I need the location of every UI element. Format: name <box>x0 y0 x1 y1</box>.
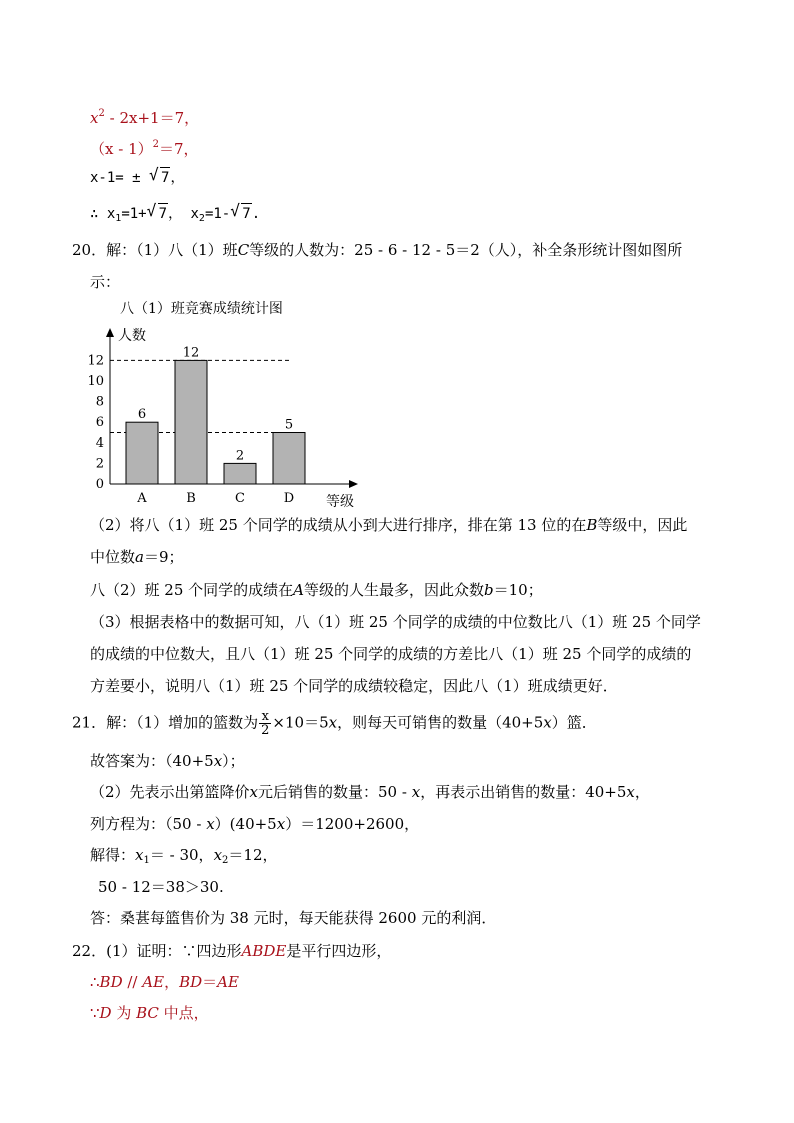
q21-line-3 <box>90 782 650 802</box>
q21-var: x <box>135 846 144 864</box>
y-tick-label: 0 <box>95 477 104 492</box>
q21-answer: 答：桑葚每篮售价为 38 元时，每天能获得 2600 元的利润． <box>90 909 497 927</box>
p2-var: b <box>484 581 494 599</box>
eq-text: （x - 1） <box>90 140 153 158</box>
q21-line-5 <box>90 845 278 871</box>
eq-text: x-1= ± <box>90 170 141 186</box>
q22-text: 中点， <box>158 1004 209 1022</box>
eq-text: ， <box>170 170 185 186</box>
eq-exponent: 2 <box>152 139 159 150</box>
eq-text: =1+ <box>121 206 147 222</box>
data-label: 12 <box>182 345 200 361</box>
eq-text: . <box>251 206 261 222</box>
q20-var: C <box>237 241 250 259</box>
p2-var: a <box>135 548 144 566</box>
eq-line-2 <box>90 135 199 159</box>
data-label: 2 <box>235 448 245 464</box>
q21-text: 列方程为：（50 - <box>90 815 207 833</box>
bar <box>224 463 256 484</box>
y-tick-label: 8 <box>95 394 104 410</box>
x-axis-arrow <box>349 480 358 488</box>
fraction-denominator: 2 <box>261 723 270 738</box>
p2-text: ＝10； <box>493 581 543 599</box>
q21-text: ）； <box>222 752 245 770</box>
q20-text: 示： <box>90 273 121 291</box>
q21-line-4 <box>90 814 419 834</box>
q22-text: 22．(1）证明：∵四边形 <box>72 942 242 960</box>
p2-text: 中位数 <box>90 548 136 566</box>
sqrt-symbol: √ 7 <box>149 165 170 186</box>
q22-text: ， <box>164 973 180 991</box>
q21-text: ，则每天可销售的数量（40+5 <box>337 713 544 732</box>
q21-var: x <box>206 815 215 833</box>
sqrt-symbol: √ 7 <box>230 201 251 222</box>
q21-text: （2）先表示出第篮降价 <box>90 783 250 801</box>
q21-line-1 <box>72 710 597 737</box>
q22-line-3 <box>90 1003 209 1023</box>
q21-var: x <box>328 713 338 732</box>
q21-subscript: 1 <box>143 855 150 866</box>
eq-var: x <box>90 109 99 127</box>
x-tick-label: C <box>235 491 245 506</box>
y-tick-label: 4 <box>95 435 104 451</box>
p3-line-1: （3）根据表格中的数据可知，八（1）班 25 个同学的成绩的中位数比八（1）班 25 个同学 <box>90 613 701 631</box>
q21-text: 故答案为：（40+5 <box>90 752 214 770</box>
radicand: 7 <box>158 203 168 224</box>
q21-text: ）(40+5 <box>214 815 277 833</box>
y-tick-label: 2 <box>95 456 104 472</box>
eq-subscript: 1 <box>115 213 122 224</box>
p2-text: 八（2）班 25 个同学的成绩在 <box>90 581 294 599</box>
y-tick-label: 12 <box>87 353 104 369</box>
q20-text: 20．解：（1）八（1）班 <box>72 241 238 259</box>
q22-var: BD <box>179 973 203 991</box>
q22-text: ∴ <box>90 973 100 991</box>
eq-line-3 <box>90 167 184 188</box>
bar <box>126 422 158 484</box>
y-axis-label: 人数 <box>118 328 146 344</box>
q21-text: 21．解：（1）增加的篮数为 <box>72 713 259 732</box>
p2-text: （2）将八（1）班 25 个同学的成绩从小到大进行排序，排在第 13 位的在 <box>90 516 587 534</box>
eq-exponent: 2 <box>98 108 105 119</box>
eq-text: ， x <box>168 206 199 222</box>
x-axis-label: 等级 <box>326 494 354 510</box>
eq-line-4 <box>90 203 260 229</box>
x-tick-label: A <box>137 491 147 506</box>
q21-subscript: 2 <box>222 855 229 866</box>
p2-line-1 <box>90 515 687 535</box>
q20-line-1 <box>72 240 682 260</box>
p3-line-3: 方差要小，说明八（1）班 25 个同学的成绩较稳定，因此八（1）班成绩更好． <box>90 677 618 695</box>
radicand: 7 <box>160 167 170 188</box>
eq-line-1 <box>90 104 199 128</box>
p3-line-2: 的成绩的中位数大，且八（1）班 25 个同学的成绩的方差比八（1）班 25 个同学的成绩的 <box>90 645 692 663</box>
q22-text: // <box>122 973 143 991</box>
q22-var: BD <box>99 973 123 991</box>
q21-text: 元后销售的数量：50 - <box>258 783 412 801</box>
y-axis-arrow <box>106 328 114 337</box>
radicand: 7 <box>241 203 251 224</box>
sqrt-symbol: √ 7 <box>146 201 168 222</box>
fraction <box>259 710 271 737</box>
p2-var: B <box>586 516 598 534</box>
q22-var: ABDE <box>241 942 287 960</box>
data-label: 5 <box>284 417 294 433</box>
q22-var: BC <box>136 1004 159 1022</box>
q21-text: ， <box>634 783 650 801</box>
p2-text: 等级的人生最多，因此众数 <box>304 581 485 599</box>
x-tick-label: B <box>186 491 196 506</box>
chart-title: 八（1）班竞赛成绩统计图 <box>120 301 283 317</box>
q22-text: ＝ <box>202 973 218 991</box>
q20-line-2 <box>90 272 120 292</box>
p2-var: A <box>293 581 305 599</box>
q21-text: 解得： <box>90 846 136 864</box>
q22-text: ∵ <box>90 1004 100 1022</box>
p2-text: ＝9； <box>143 548 184 566</box>
y-tick-label: 10 <box>87 374 104 389</box>
eq-subscript: 2 <box>198 213 205 224</box>
q21-var: x <box>411 783 421 801</box>
q22-text: 是平行四边形， <box>286 942 392 960</box>
p2-line-3 <box>90 580 543 600</box>
q20-text: 等级的人数为：25 - 6 - 12 - 5＝2（人），补全条形统计图如图所 <box>249 241 683 259</box>
p2-text: 等级中，因此 <box>597 516 688 534</box>
q21-text: ）＝1200+2600， <box>285 815 420 833</box>
data-label: 6 <box>137 407 147 423</box>
q21-line-6: 50 - 12＝38＞30. <box>98 878 224 896</box>
q22-var: AE <box>217 973 239 991</box>
q21-var: x <box>213 846 223 864</box>
q22-line-1 <box>72 941 391 961</box>
q21-text: ，再表示出销售的数量：40+5 <box>420 783 627 801</box>
bar <box>273 433 305 485</box>
q21-var: x <box>213 752 223 770</box>
q21-text: ＝12， <box>228 846 278 864</box>
q22-var: D <box>99 1004 112 1022</box>
q22-var: AE <box>142 973 165 991</box>
p2-line-2 <box>90 547 184 567</box>
x-tick-label: D <box>283 491 295 506</box>
y-tick-label: 6 <box>95 415 104 431</box>
eq-text: ＝7， <box>158 140 199 158</box>
bar <box>175 360 207 484</box>
q22-line-2 <box>90 972 239 992</box>
q21-text: ×10＝5 <box>272 713 329 732</box>
q22-text: 为 <box>111 1004 137 1022</box>
fraction-numerator: x <box>259 710 271 724</box>
q21-var: x <box>543 713 552 732</box>
eq-text: - 2x+1＝7， <box>104 109 200 127</box>
q21-var: x <box>276 815 286 833</box>
eq-text: =1- <box>204 206 231 222</box>
q21-var: x <box>249 783 259 801</box>
q21-text: ）篮． <box>551 713 597 732</box>
q21-line-2 <box>90 751 245 771</box>
eq-text: ∴ x <box>90 206 116 222</box>
bar-chart <box>70 318 370 518</box>
q21-text: ＝ - 30， <box>149 846 214 864</box>
q21-var: x <box>626 783 635 801</box>
